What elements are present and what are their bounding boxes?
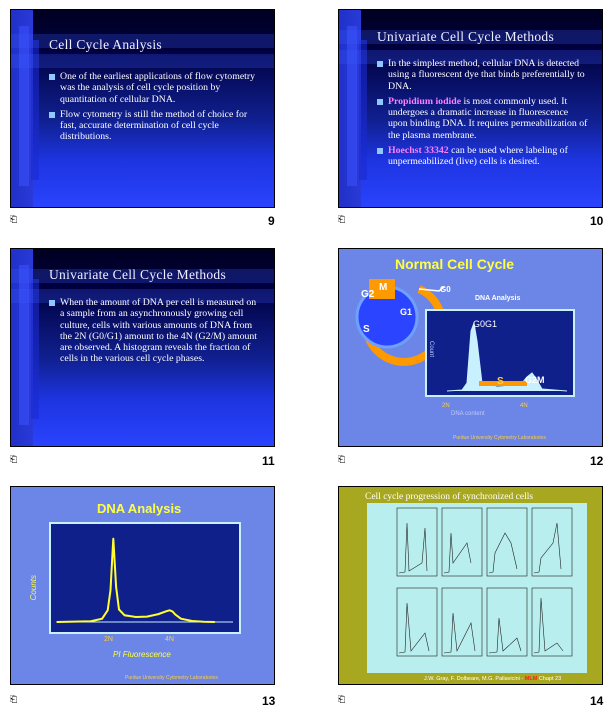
slide-11[interactable] (10, 248, 275, 447)
bullet-item: One of the earliest applications of flow cytometry was the analysis of cell cycle position by quantitation of cellular DNA. (49, 71, 260, 105)
bullet-item: When the amount of DNA per cell is measured on a sample from an asynchronously growing cell culture, cells with various amounts of DNA from the 2N (G0/G1) amount to the 4N (G2/M) amount are observed. A histogram reveals the fraction of cells in the various cell cycle phases. (49, 297, 260, 365)
bullet-text: is most commonly used. It undergoes a dramatic increase in fluorescence upon binding DNA. It requires permeabilization of the plasma membrane. (388, 95, 588, 141)
slide-note-icon[interactable]: ⎗ (338, 695, 346, 705)
peak-g2m-label: G2M (525, 375, 545, 385)
bullet-item (377, 96, 588, 141)
slide-number: 11 (262, 454, 275, 468)
peak-g0g1-label: G0G1 (473, 319, 498, 329)
trace (444, 613, 475, 653)
subplot (487, 588, 527, 656)
dna-data-point (180, 618, 182, 620)
slide-title: Univariate Cell Cycle Methods (49, 267, 227, 282)
x-axis-label: DNA content (451, 411, 485, 417)
subplot (532, 588, 572, 656)
slide-10[interactable] (338, 9, 603, 208)
slide-number: 13 (262, 694, 276, 708)
dna-histogram (51, 524, 239, 632)
dna-data-point (124, 615, 126, 617)
y-axis-label: Count (428, 341, 434, 358)
citation-mlm: MLM (524, 676, 538, 682)
trace (489, 618, 521, 653)
dna-series-line (57, 538, 215, 622)
dna-data-point (158, 613, 160, 615)
slide-note-icon[interactable]: ⎗ (10, 215, 18, 225)
dna-data-point (169, 610, 171, 612)
slide-note-icon[interactable]: ⎗ (10, 695, 18, 705)
decor-bar (19, 26, 29, 186)
slide-14[interactable] (338, 486, 603, 685)
trace (534, 523, 561, 573)
citation-chapter: Chapt 23 (537, 676, 562, 682)
marker-2n: 2N (442, 403, 450, 409)
dna-data-point (101, 618, 103, 620)
citation (424, 676, 561, 682)
dna-data-point (107, 610, 109, 612)
subplot (442, 508, 482, 576)
dna-data-point (191, 620, 193, 622)
dna-data-point (118, 609, 120, 611)
y-axis-label: Counts (29, 575, 38, 601)
dna-data-point (79, 621, 81, 623)
dna-data-point (166, 610, 168, 612)
highlight-term: Propidium iodide (388, 95, 462, 107)
phase-g2: G2 (361, 289, 375, 300)
slide-number: 12 (590, 454, 604, 468)
subplot (442, 588, 482, 656)
phase-m: M (379, 282, 388, 293)
synchronized-cells-grid (367, 503, 587, 673)
bullet-text: can be used where labeling of unpermeabilized (live) cells is desired. (388, 145, 568, 168)
trace (534, 598, 563, 653)
slide-title: Cell cycle progression of synchronized cells (365, 492, 534, 502)
trace (489, 533, 517, 573)
trace (399, 523, 427, 573)
dna-data-point (115, 586, 117, 588)
slide-title: Univariate Cell Cycle Methods (377, 29, 555, 44)
slide-12[interactable] (338, 248, 603, 447)
dna-data-point (175, 614, 177, 616)
marker-4n: 4N (520, 403, 528, 409)
dna-data-point (90, 620, 92, 622)
bullet-item: Flow cytometry is still the method of choice for fast, accurate determination of cell cycle distributions. (49, 109, 260, 143)
citation-authors: J.W. Gray, F. Dolbeare, M.G. Pallavicini - (424, 676, 525, 682)
phase-s: S (363, 324, 370, 335)
slide-number: 14 (590, 694, 604, 708)
histogram-box (49, 522, 241, 634)
dna-data-point (146, 616, 148, 618)
slide-title: Normal Cell Cycle (395, 256, 515, 272)
dna-data-point (203, 621, 205, 623)
chart-label: DNA Analysis (475, 295, 521, 302)
trace (399, 603, 429, 653)
dna-data-point (110, 589, 112, 591)
chart-title: DNA Analysis (97, 501, 182, 516)
bullet-item: In the simplest method, cellular DNA is detected using a fluorescent dye that binds preferentially to DNA. (377, 58, 588, 92)
dna-data-point (56, 621, 58, 623)
histogram-trace (447, 323, 567, 391)
x-axis-label: PI Fluorescence (113, 650, 171, 659)
slide-number: 10 (590, 214, 604, 228)
dna-data-point (135, 616, 137, 618)
decor-band (11, 54, 274, 68)
bullet-list (49, 71, 260, 147)
slide-note-icon[interactable]: ⎗ (338, 215, 346, 225)
slide-13[interactable] (10, 486, 275, 685)
dna-data-point (172, 611, 174, 613)
figure-panel (367, 503, 587, 673)
dna-data-point (214, 621, 216, 623)
slide-note-icon[interactable]: ⎗ (338, 455, 346, 465)
subplot (487, 508, 527, 576)
bullet-list (49, 297, 260, 369)
credit: Purdue University Cytometry Laboratories (453, 435, 546, 441)
trace (444, 533, 471, 573)
marker-2n: 2N (104, 636, 113, 643)
phase-g1: G1 (400, 307, 413, 317)
highlight-term: Hoechst 33342 (388, 145, 449, 157)
subplot (532, 508, 572, 576)
slide-note-icon[interactable]: ⎗ (10, 455, 18, 465)
phase-g0: G0 (440, 285, 451, 294)
bullet-list (377, 58, 588, 172)
credit: Purdue University Cytometry Laboratories (125, 675, 218, 681)
dna-data-point (68, 621, 70, 623)
slide-number: 9 (268, 214, 275, 228)
slide-9[interactable] (10, 9, 275, 208)
s-phase-label: S (497, 376, 504, 387)
marker-4n: 4N (165, 636, 174, 643)
bullet-item (377, 145, 588, 168)
subplot (397, 588, 437, 656)
dna-data-point (113, 538, 115, 540)
slide-title: Cell Cycle Analysis (49, 37, 162, 52)
